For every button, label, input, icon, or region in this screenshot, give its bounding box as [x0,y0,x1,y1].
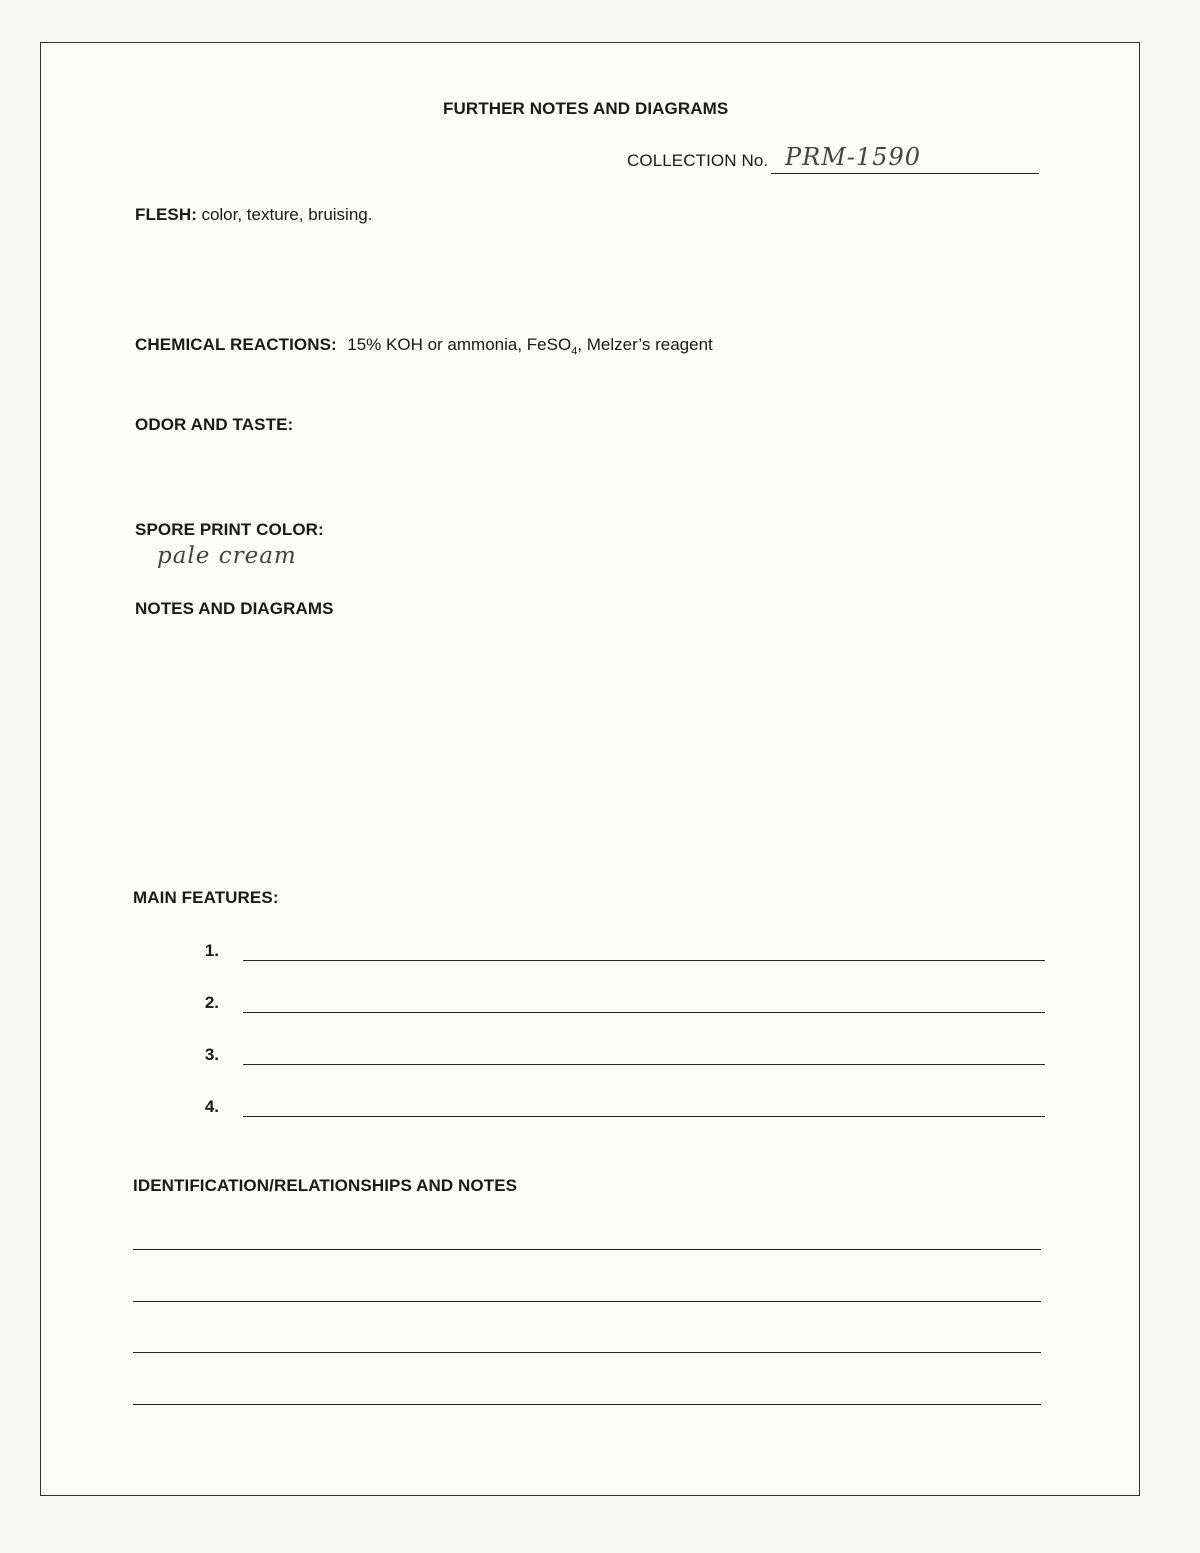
notes-diagrams-area[interactable] [135,633,1045,863]
feature-line-4[interactable] [243,1116,1045,1117]
collection-label: COLLECTION No. [627,151,769,170]
form-page [40,42,1140,1496]
feature-line-2[interactable] [243,1012,1045,1013]
identification-line-4[interactable] [133,1404,1041,1405]
identification-line-1[interactable] [133,1249,1041,1250]
feature-number: 2. [204,993,219,1012]
feature-number: 3. [204,1045,219,1064]
flesh-section [135,205,372,225]
notes-diagrams-label: NOTES AND DIAGRAMS [135,599,334,618]
form-title: FURTHER NOTES AND DIAGRAMS [443,99,729,118]
chemical-label: CHEMICAL REACTIONS: [135,335,337,354]
odor-taste-label: ODOR AND TASTE: [135,415,294,434]
flesh-prompt: color, texture, bruising. [201,205,373,224]
feature-number: 4. [204,1097,219,1116]
chemical-section [135,335,713,357]
feature-number: 1. [204,941,219,960]
collection-number-value[interactable]: PRM-1590 [785,143,921,171]
feature-line-1[interactable] [243,960,1045,961]
chemical-prompt: 15% KOH or ammonia, FeSO$_4$, Melzer’s reagent [347,335,713,358]
identification-label: IDENTIFICATION/RELATIONSHIPS AND NOTES [133,1176,518,1195]
feature-line-3[interactable] [243,1064,1045,1065]
flesh-label: FLESH: [135,205,197,224]
spore-print-label: SPORE PRINT COLOR: [135,520,324,539]
spore-print-value[interactable]: pale cream [157,543,297,569]
main-features-label: MAIN FEATURES: [133,888,279,907]
identification-line-2[interactable] [133,1301,1041,1302]
collection-underline [771,173,1039,174]
identification-line-3[interactable] [133,1352,1041,1353]
